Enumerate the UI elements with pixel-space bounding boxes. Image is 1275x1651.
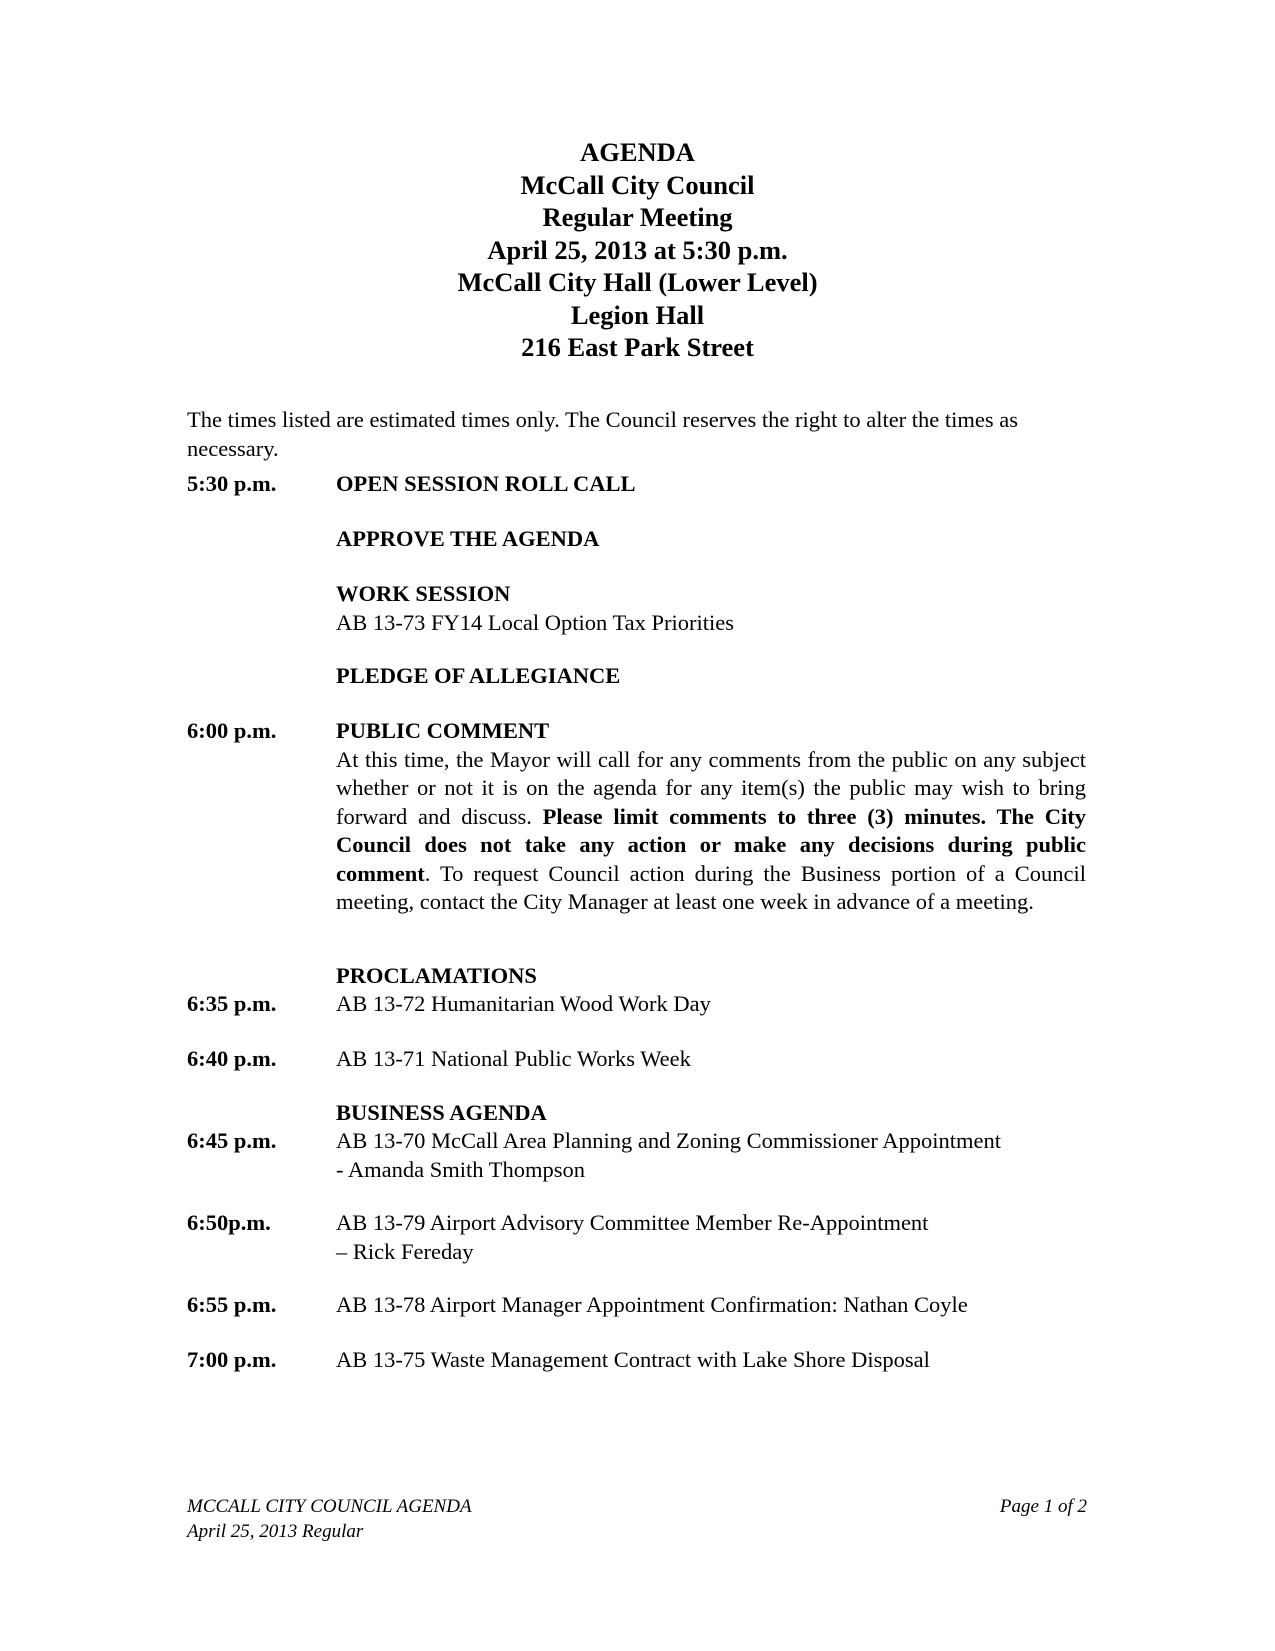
header-address: 216 East Park Street [521, 332, 754, 362]
agenda-time: 6:45 p.m. [187, 1128, 277, 1153]
section-heading: PROCLAMATIONS [336, 963, 537, 988]
agenda-time: 6:35 p.m. [187, 991, 277, 1016]
header-meeting-type: Regular Meeting [542, 202, 733, 232]
header-title: AGENDA [580, 137, 695, 167]
agenda-item: AB 13-75 Waste Management Contract with Lake Shore Disposal [336, 1347, 930, 1372]
agenda-item: AB 13-73 FY14 Local Option Tax Priorities [336, 609, 734, 635]
agenda-header [0, 136, 1275, 364]
agenda-item: AB 13-78 Airport Manager Appointment Confirmation: Nathan Coyle [336, 1292, 968, 1317]
header-date: April 25, 2013 at 5:30 p.m. [487, 234, 788, 265]
intro-paragraph: The times listed are estimated times only. The Council reserves the right to alter the times as necessary. [187, 407, 1019, 461]
agenda-time: 6:50p.m. [187, 1210, 271, 1235]
section-heading: WORK SESSION [336, 581, 511, 606]
agenda-item-detail: - Amanda Smith Thompson [336, 1156, 585, 1182]
agenda-time: 5:30 p.m. [187, 471, 277, 496]
page-footer [187, 1494, 1087, 1544]
agenda-time: 6:40 p.m. [187, 1046, 277, 1071]
header-room: Legion Hall [570, 299, 705, 330]
agenda-item: AB 13-71 National Public Works Week [336, 1046, 691, 1071]
page-number: Page 1 of 2 [999, 1496, 1087, 1517]
agenda-item: AB 13-79 Airport Advisory Committee Member Re-Appointment [336, 1210, 929, 1235]
footer-title: MCCALL CITY COUNCIL AGENDA [187, 1496, 472, 1517]
section-heading: PUBLIC COMMENT [336, 718, 550, 743]
section-heading: OPEN SESSION ROLL CALL [336, 471, 636, 496]
agenda-item-detail: – Rick Fereday [336, 1238, 474, 1264]
footer-date: April 25, 2013 Regular [187, 1521, 364, 1542]
agenda-time: 6:55 p.m. [187, 1292, 277, 1317]
section-heading: BUSINESS AGENDA [336, 1100, 547, 1125]
section-heading: APPROVE THE AGENDA [336, 526, 600, 551]
section-heading: PLEDGE OF ALLEGIANCE [336, 663, 621, 688]
public-comment-text: At this time, the Mayor will call for any comments from the public on any subject whether or not it is on the agenda for any item(s) the public may wish to bring forward and discuss. Please limit comments to three (3) minutes. The City Council does not take any action or make any decisions during public comment. To request Council action during the Business portion of a Council meeting, contact the City Manager at least one week in advance of a meeting. [336, 746, 1086, 914]
agenda-item: AB 13-72 Humanitarian Wood Work Day [336, 991, 711, 1016]
agenda-time: 7:00 p.m. [187, 1347, 277, 1372]
agenda-item: AB 13-70 McCall Area Planning and Zoning Commissioner Appointment [336, 1128, 1001, 1153]
agenda-time: 6:00 p.m. [187, 718, 277, 743]
header-venue: McCall City Hall (Lower Level) [457, 267, 818, 297]
header-council: McCall City Council [520, 169, 755, 200]
